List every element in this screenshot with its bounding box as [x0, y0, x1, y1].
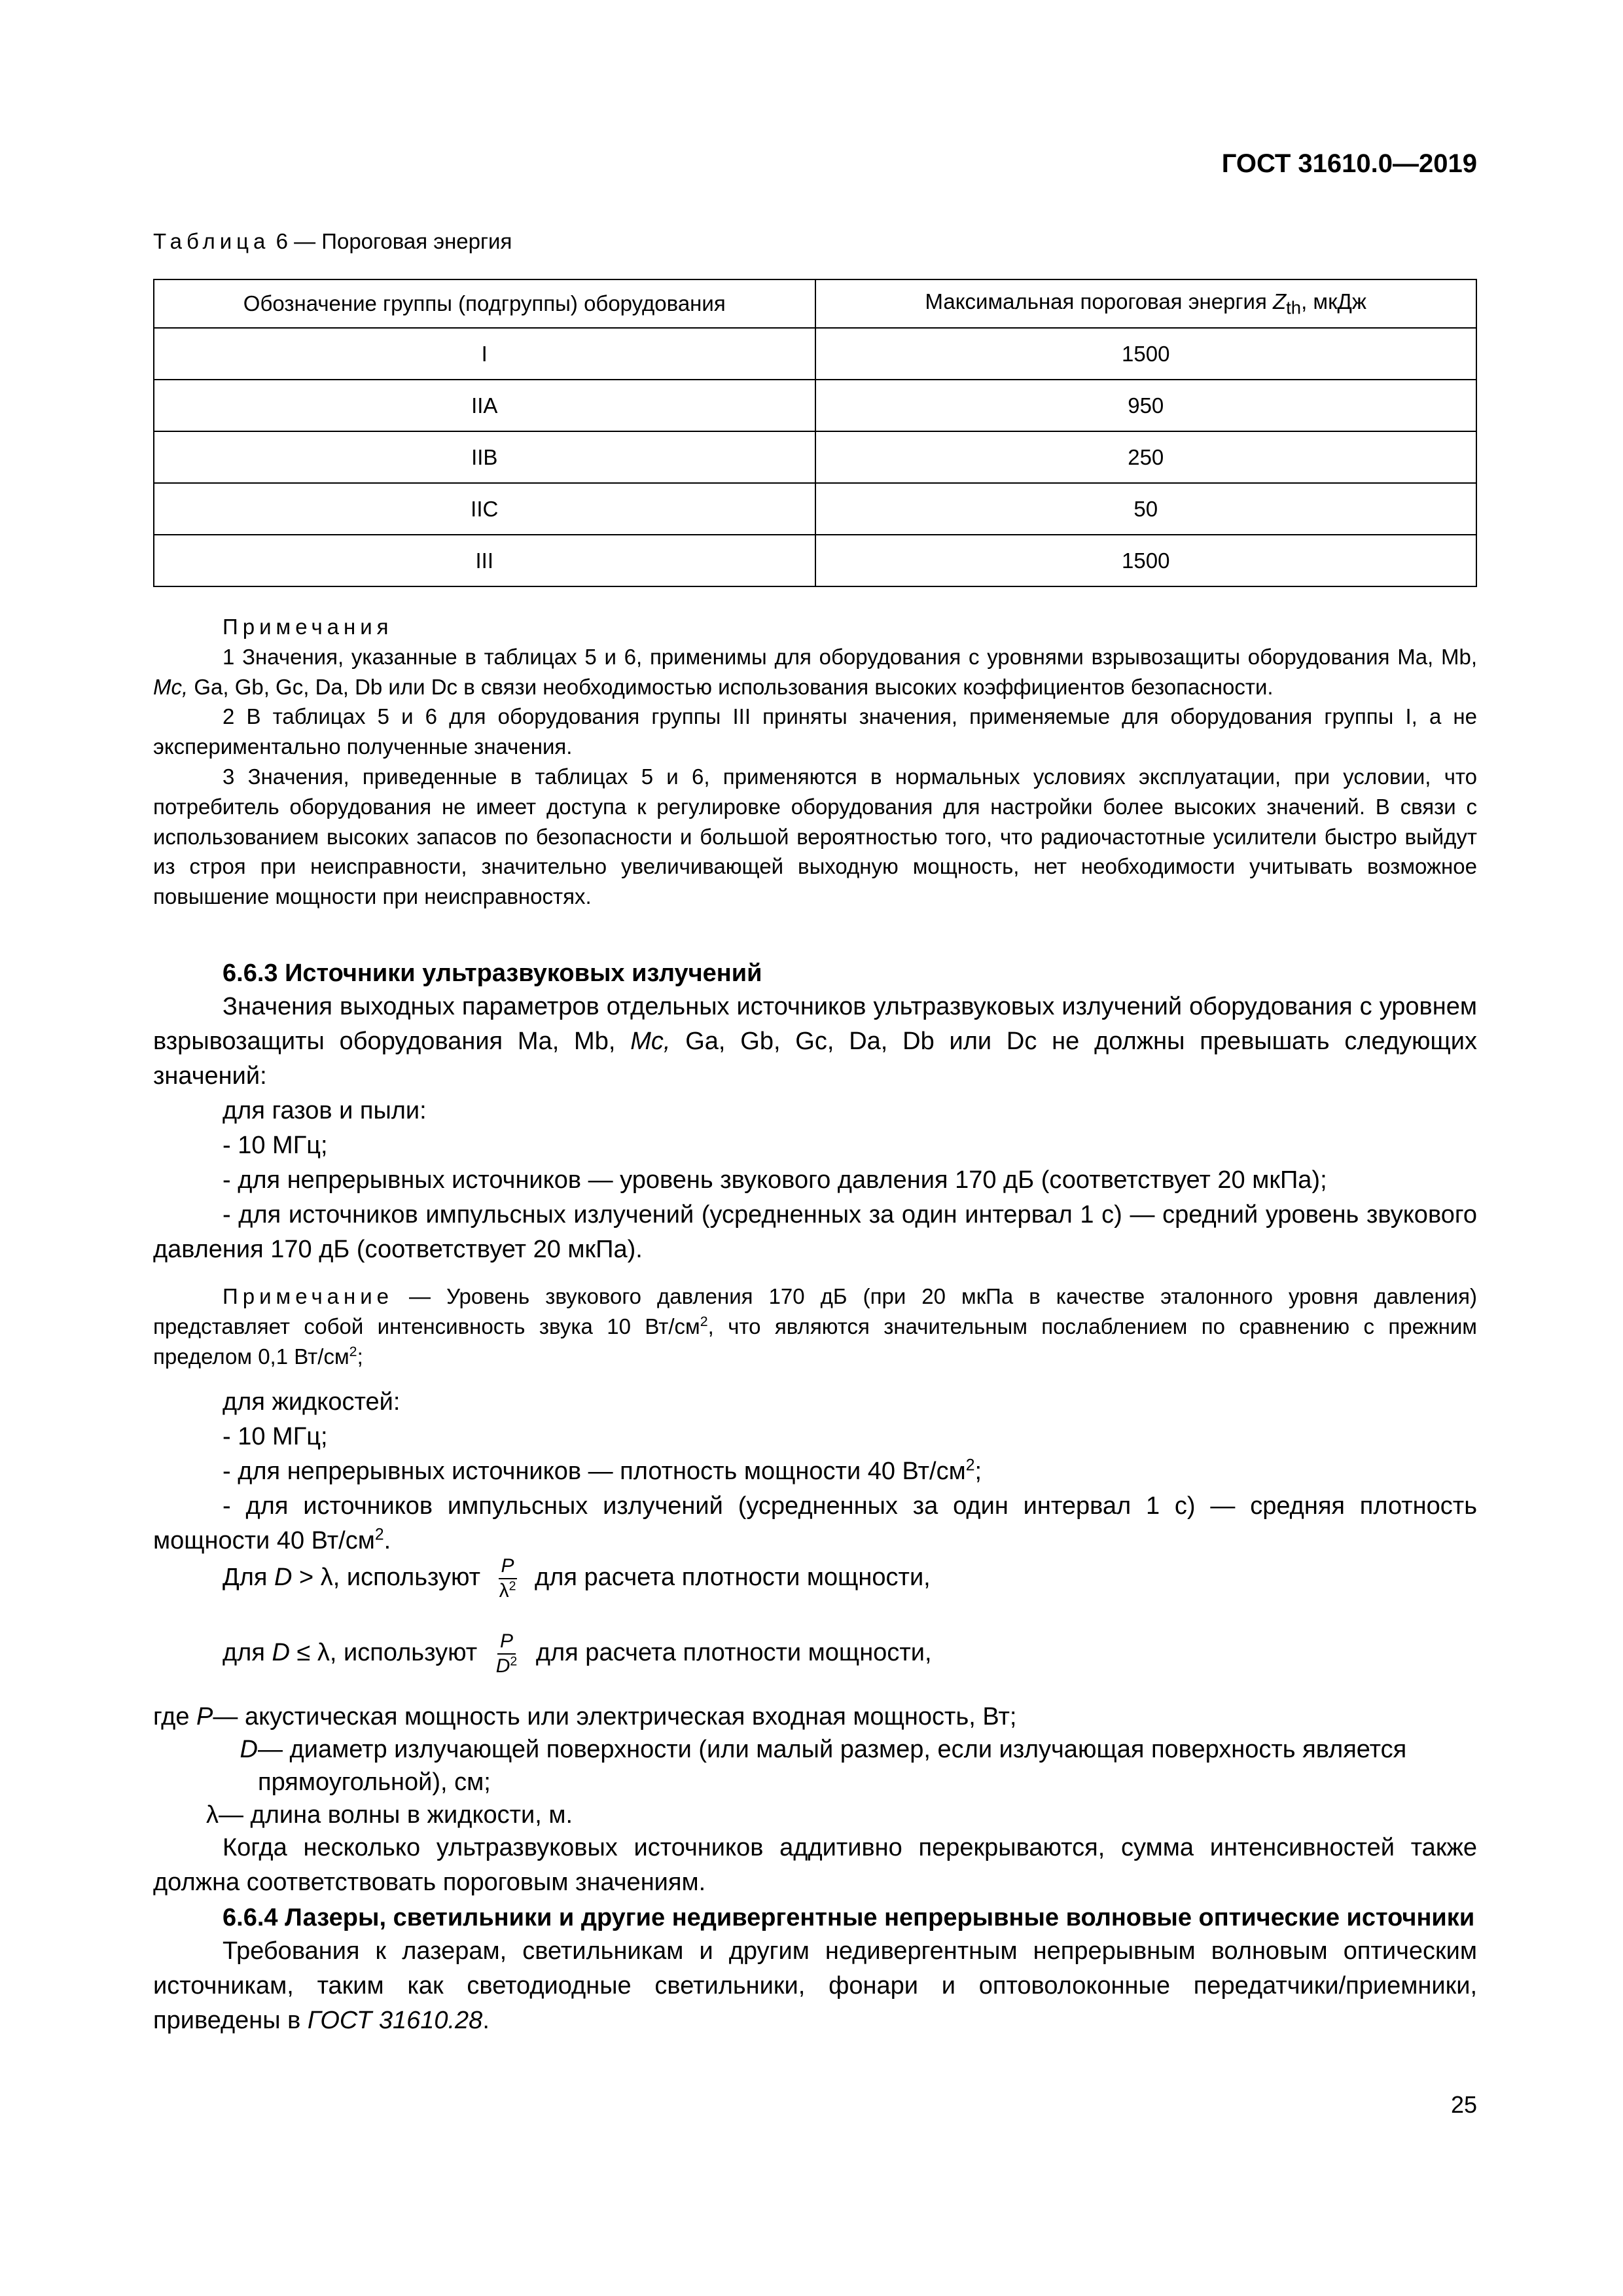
formula-d-greater: Для D > λ, используют $\frac{P}{\lambda^2}$ для расчета плотности мощности, [223, 1555, 931, 1602]
section-6-6-4 [153, 1901, 1477, 2038]
column-header-group: Обозначение группы (подгруппы) оборудования [154, 279, 815, 328]
caption-label: Таблица [153, 229, 270, 253]
liquids-list [153, 1385, 1477, 1558]
threshold-energy-table [153, 279, 1477, 587]
definition-p: где P — акустическая мощность или электрическая входная мощность, Вт; [153, 1703, 1017, 1731]
header-unit: , мкДж [1301, 289, 1366, 314]
list-item: - для непрерывных источников — плотность мощности 40 $Вт/см^2$; [223, 1456, 982, 1485]
section-heading: 6.6.3 Источники ультразвуковых излучений [223, 960, 762, 987]
paragraph: Требования к лазерам, светильникам и другим недивергентным непрерывным волновым оптическим источникам, таким как светодиодные светильники, фонари и оптоволоконные передатчики/приемники, приведены в ГОСТ 31610.28. [153, 1937, 1477, 2034]
symbol-z: Z [1272, 289, 1287, 314]
table-row [154, 431, 1476, 483]
list-item: - 10 МГц; [223, 1423, 328, 1450]
list-title: для газов и пыли: [223, 1097, 427, 1124]
fraction-p-over-d2: $\frac{P}{D^2}$ [495, 1630, 518, 1677]
table-notes [153, 612, 1477, 912]
header-text: Максимальная пороговая энергия [925, 289, 1273, 314]
list-item: - для непрерывных источников — уровень звукового давления 170 дБ (соответствует 20 мкПа); [223, 1166, 1327, 1194]
fraction-p-over-lambda2: $\frac{P}{\lambda^2}$ [499, 1555, 516, 1602]
table-row [154, 483, 1476, 535]
table-row [154, 380, 1476, 431]
cell-group: IIA [154, 380, 815, 431]
definition-lambda: λ — длина волны в жидкости, м. [206, 1801, 573, 1829]
symbol-definitions [153, 1700, 1477, 1831]
note-3: 3 Значения, приведенные в таблицах 5 и 6, применяются в нормальных условиях эксплуатации, при условии, что потребитель оборудования не имеет доступа к регулировке оборудования для настройки более высоких значений. В связи с использованием высоких запасов по безопасности и большой вероятностью того, что радиочастотные усилители быстро выйдут из строя при неисправности, значительно увеличивающей выходную мощность, нет необходимости учитывать возможное повышение мощности при неисправностях. [153, 764, 1477, 909]
column-header-energy [815, 279, 1477, 328]
cell-energy: 950 [815, 380, 1477, 431]
cell-energy: 1500 [815, 328, 1477, 380]
note-1: 1 Значения, указанные в таблицах 5 и 6, применимы для оборудования с уровнями взрывозащиты оборудования Ma, Mb, Mc, Ga, Gb, Gc, Da, Db или Dc в связи необходимостью использования высоких коэффициентов безопасности. [153, 644, 1477, 699]
page-number: 25 [1450, 2091, 1477, 2118]
table-row [154, 328, 1476, 380]
ultrasound-note: Примечание — Уровень звукового давления 170 дБ (при 20 мкПа в качестве эталонного уровня давления) представляет собой интенсивность звука 10 $Вт/см^2$, что являются значительным послаблением по сравнению с прежним пределом 0,1 $Вт/см^2$; [153, 1284, 1477, 1369]
cell-energy: 250 [815, 431, 1477, 483]
definition-d: D — диаметр излучающей поверхности (или малый размер, если излучающая поверхность является прямоугольной), см; [240, 1736, 1407, 1796]
table-header-row [154, 279, 1476, 328]
final-paragraph [153, 1831, 1477, 1900]
section-heading: 6.6.4 Лазеры, светильники и другие недивергентные непрерывные волновые оптические источники [223, 1904, 1475, 1931]
list-item: - для источников импульсных излучений (усредненных за один интервал 1 с) — средний уровень звукового давления 170 дБ (соответствует 20 мкПа). [153, 1201, 1477, 1263]
cell-group: IIC [154, 483, 815, 535]
cell-energy: 50 [815, 483, 1477, 535]
note-2: 2 В таблицах 5 и 6 для оборудования группы III приняты значения, применяемые для оборудования группы I, а не экспериментально полученные значения. [153, 704, 1477, 759]
table-row [154, 535, 1476, 586]
paragraph: Значения выходных параметров отдельных источников ультразвуковых излучений оборудования с уровнем взрывозащиты оборудования Ma, Mb, Mc, Ga, Gb, Gc, Da, Db или Dc не должны превышать следующих значений: [153, 993, 1477, 1090]
document-id: ГОСТ 31610.0—2019 [1221, 149, 1477, 178]
list-item: - для источников импульсных излучений (усредненных за один интервал 1 с) — средняя плотность мощности 40 $Вт/см^2$. [153, 1492, 1477, 1554]
notes-title: Примечания [223, 615, 393, 639]
caption-title: 6 — Пороговая энергия [276, 229, 512, 253]
formula-d-less-equal: для D ≤ λ, используют $\frac{P}{D^2}$ для расчета плотности мощности, [223, 1630, 932, 1677]
cell-group: IIB [154, 431, 815, 483]
subscript-th: th [1286, 297, 1302, 318]
cell-group: I [154, 328, 815, 380]
section-6-6-3 [153, 957, 1477, 1267]
cell-energy: 1500 [815, 535, 1477, 586]
list-title: для жидкостей: [223, 1388, 401, 1416]
list-item: - 10 МГц; [223, 1132, 328, 1159]
paragraph: Когда несколько ультразвуковых источников аддитивно перекрываются, сумма интенсивностей также должна соответствовать пороговым значениям. [153, 1834, 1477, 1896]
note-label: Примечание [223, 1284, 394, 1308]
table-caption [153, 229, 1477, 254]
cell-group: III [154, 535, 815, 586]
standard-reference: ГОСТ 31610.28 [307, 2007, 483, 2034]
